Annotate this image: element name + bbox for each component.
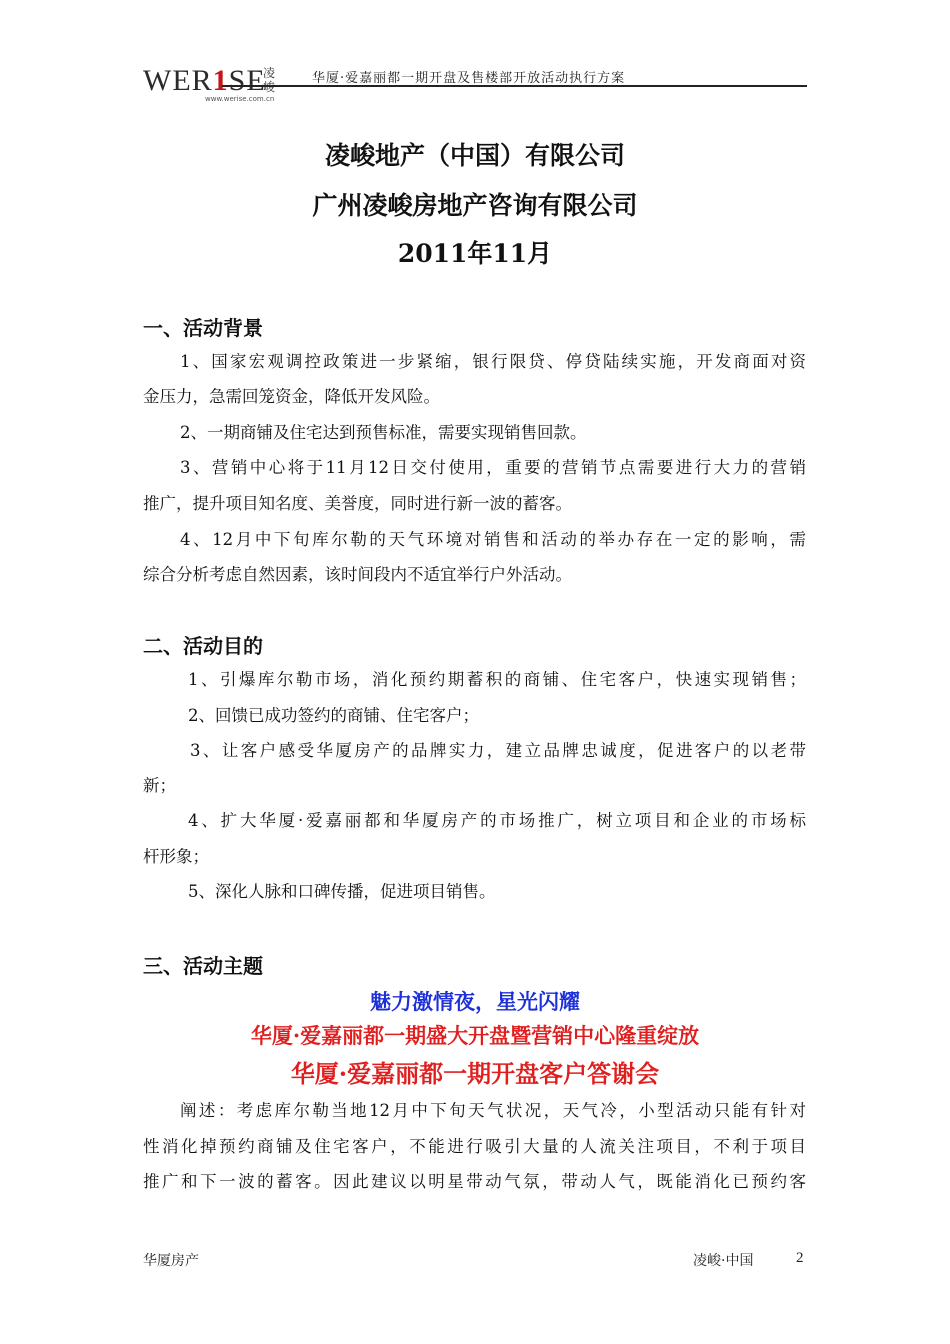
paragraph-line: 1、国家宏观调控政策进一步紧缩，银行限贷、停贷陆续实施，开发商面对资 <box>180 352 806 371</box>
paragraph-line: 4、扩大华厦·爱嘉丽都和华厦房产的市场推广，树立项目和企业的市场标 <box>188 811 806 830</box>
paragraph-line: 推广，提升项目知名度、美誉度，同时进行新一波的蓄客。 <box>143 494 572 513</box>
paragraph-line: 金压力，急需回笼资金，降低开发风险。 <box>143 387 440 406</box>
paragraph-line: 4、12月中下旬库尔勒的天气环境对销售和活动的举办存在一定的影响，需 <box>180 530 806 549</box>
company-title-1: 凌峻地产（中国）有限公司 <box>324 141 625 170</box>
paragraph-line: 1、引爆库尔勒市场，消化预约期蓄积的商铺、住宅客户，快速实现销售； <box>188 670 806 689</box>
theme-subtitle: 华厦·爱嘉丽都一期盛大开盘暨营销中心隆重绽放 <box>250 1023 700 1048</box>
paragraph-line: 综合分析考虑自然因素，该时间段内不适宜举行户外活动。 <box>143 565 572 584</box>
paragraph-line: 新； <box>143 776 176 795</box>
theme-event-name: 华厦·爱嘉丽都一期开盘客户答谢会 <box>290 1059 660 1088</box>
paragraph-line: 2、一期商铺及住宅达到预售标准，需要实现销售回款。 <box>180 423 587 442</box>
header-divider <box>222 85 807 87</box>
paragraph-line: 阐述：考虑库尔勒当地12月中下旬天气状况，天气冷，小型活动只能有针对 <box>180 1101 806 1120</box>
section-heading-theme: 三、活动主题 <box>143 954 263 978</box>
paragraph-line: 2、回馈已成功签约的商铺、住宅客户； <box>188 706 479 725</box>
header-title: 华厦·爱嘉丽都一期开盘及售楼部开放活动执行方案 <box>312 71 626 86</box>
paragraph-line: 5、深化人脉和口碑传播，促进项目销售。 <box>188 882 496 901</box>
logo-url: www.werise.com.cn <box>205 95 275 103</box>
paragraph-line: 3、让客户感受华厦房产的品牌实力，建立品牌忠诚度，促进客户的以老带 <box>190 741 806 760</box>
logo-side-text: 凌峻 <box>263 66 276 94</box>
document-date: 2011年11月 <box>397 239 553 268</box>
theme-slogan: 魅力激情夜，星光闪耀 <box>370 989 580 1014</box>
paragraph-line: 性消化掉预约商铺及住宅客户，不能进行吸引大量的人流关注项目，不利于项目 <box>143 1137 806 1156</box>
company-logo <box>143 64 283 104</box>
footer-left-text: 华厦房产 <box>143 1253 199 1269</box>
section-heading-background: 一、活动背景 <box>143 316 263 340</box>
section-heading-purpose: 二、活动目的 <box>143 634 263 658</box>
company-title-2: 广州凌峻房地产咨询有限公司 <box>312 191 638 220</box>
footer-right-text: 凌峻·中国 <box>693 1253 754 1269</box>
paragraph-line: 3、营销中心将于11月12日交付使用，重要的营销节点需要进行大力的营销 <box>180 458 806 477</box>
paragraph-line: 杆形象； <box>143 847 209 866</box>
paragraph-line: 推广和下一波的蓄客。因此建议以明星带动气氛，带动人气，既能消化已预约客 <box>143 1172 806 1191</box>
logo-wordmark: WER1SE <box>143 64 266 97</box>
page-number: 2 <box>796 1250 804 1266</box>
